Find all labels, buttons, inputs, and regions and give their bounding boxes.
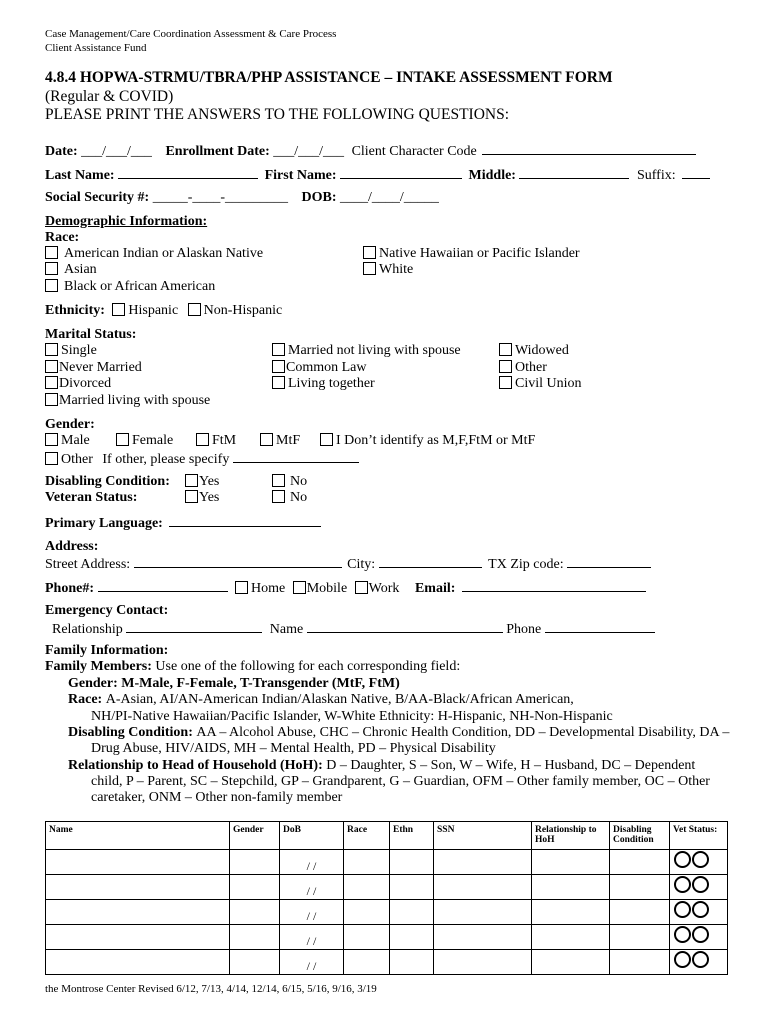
checkbox[interactable] bbox=[196, 433, 209, 446]
cell-ethn[interactable] bbox=[390, 900, 434, 925]
checkbox[interactable] bbox=[45, 393, 58, 406]
vet-yes-circle[interactable] bbox=[674, 901, 691, 918]
checkbox[interactable] bbox=[45, 376, 58, 389]
disabling-no[interactable]: No bbox=[272, 474, 307, 490]
marital-single[interactable]: Single bbox=[45, 343, 97, 359]
checkbox[interactable] bbox=[185, 474, 198, 487]
ethnicity-hispanic-label: Hispanic bbox=[128, 303, 179, 318]
checkbox[interactable] bbox=[260, 433, 273, 446]
demographic-heading: Demographic Information: bbox=[45, 214, 208, 229]
checkbox[interactable] bbox=[116, 433, 129, 446]
phone-home-label: Home bbox=[251, 581, 286, 596]
cell-ssn[interactable] bbox=[434, 850, 532, 875]
cell-dob[interactable]: / / bbox=[280, 850, 344, 875]
cell-dob[interactable]: / / bbox=[280, 925, 344, 950]
header-line-2: Client Assistance Fund bbox=[45, 42, 147, 54]
checkbox[interactable] bbox=[272, 360, 285, 373]
race-option-2[interactable]: Asian bbox=[45, 262, 97, 278]
language-field[interactable] bbox=[169, 514, 321, 527]
table-row bbox=[46, 850, 728, 875]
gender-specify-label: If other, please specify bbox=[102, 452, 230, 467]
vet-yes-circle[interactable] bbox=[674, 851, 691, 868]
col-header-vet: Vet Status: bbox=[670, 822, 728, 850]
form-title: 4.8.4 HOPWA-STRMU/TBRA/PHP ASSISTANCE – INTAKE ASSESSMENT FORM bbox=[45, 69, 613, 86]
cell-race[interactable] bbox=[344, 900, 390, 925]
zip-field[interactable] bbox=[567, 555, 651, 568]
checkbox[interactable] bbox=[272, 376, 285, 389]
cell-name[interactable] bbox=[46, 850, 230, 875]
vet-yes-circle[interactable] bbox=[674, 926, 691, 943]
cell-dob[interactable]: / / bbox=[280, 950, 344, 975]
cell-name[interactable] bbox=[46, 925, 230, 950]
first-name-label: First Name: bbox=[264, 168, 337, 183]
address-row bbox=[45, 555, 651, 573]
family-gender-line: Gender: M-Male, F-Female, T-Transgender (MtF, FtM) bbox=[68, 676, 400, 691]
gender-female[interactable]: Female bbox=[116, 433, 173, 449]
dob-label: DOB: bbox=[301, 190, 337, 205]
client-code-field[interactable] bbox=[482, 142, 696, 155]
cell-relationship[interactable] bbox=[532, 850, 610, 875]
ethnicity-nonhispanic-label: Non-Hispanic bbox=[203, 303, 283, 318]
cell-disabling[interactable] bbox=[610, 850, 670, 875]
last-name-label: Last Name: bbox=[45, 168, 115, 183]
emergency-row bbox=[52, 620, 655, 638]
phone-home-checkbox[interactable] bbox=[235, 581, 248, 594]
col-header-ssn: SSN bbox=[434, 822, 532, 850]
col-header-ethn: Ethn bbox=[390, 822, 434, 850]
marital-common-law[interactable]: Common Law bbox=[272, 360, 367, 376]
marital-divorced[interactable]: Divorced bbox=[45, 376, 111, 392]
gender-not-identify[interactable]: I Don’t identify as M,F,FtM or MtF bbox=[320, 433, 535, 449]
family-members-table bbox=[45, 821, 728, 975]
race-option-5[interactable]: White bbox=[363, 262, 413, 278]
phone-row bbox=[45, 579, 646, 597]
phone-mobile-label: Mobile bbox=[306, 581, 348, 596]
checkbox[interactable] bbox=[363, 246, 376, 259]
race-option-3[interactable]: Black or African American bbox=[45, 279, 215, 295]
phone-label: Phone#: bbox=[45, 581, 94, 596]
address-heading: Address: bbox=[45, 539, 99, 554]
street-label: Street Address: bbox=[45, 557, 131, 572]
marital-other[interactable]: Other bbox=[499, 360, 547, 376]
family-hoh-line-3: caretaker, ONM – Other non-family member bbox=[91, 790, 343, 805]
vet-yes-circle[interactable] bbox=[674, 951, 691, 968]
checkbox[interactable] bbox=[272, 343, 285, 356]
race-option-4[interactable]: Native Hawaiian or Pacific Islander bbox=[363, 246, 580, 262]
marital-living-together[interactable]: Living together bbox=[272, 376, 375, 392]
cell-ssn[interactable] bbox=[434, 950, 532, 975]
footer-revision: the Montrose Center Revised 6/12, 7/13, 4/14, 12/14, 6/15, 5/16, 9/16, 3/19 bbox=[45, 983, 377, 995]
family-members-line: Family Members: Use one of the following for each corresponding field: bbox=[45, 659, 461, 674]
ssn-row bbox=[45, 190, 439, 206]
first-name-field[interactable] bbox=[340, 166, 462, 179]
cell-vet bbox=[670, 950, 728, 975]
family-disabling-line-1: Disabling Condition: AA – Alcohol Abuse, CHC – Chronic Health Condition, DD – Developmental Disability, DA – bbox=[68, 725, 730, 740]
col-header-dob: DoB bbox=[280, 822, 344, 850]
language-label: Primary Language: bbox=[45, 516, 163, 531]
cell-relationship[interactable] bbox=[532, 925, 610, 950]
cell-race[interactable] bbox=[344, 950, 390, 975]
ssn-field[interactable]: _____-____-_________ bbox=[152, 190, 289, 205]
checkbox[interactable] bbox=[185, 490, 198, 503]
cell-disabling[interactable] bbox=[610, 900, 670, 925]
gender-label: Gender: bbox=[45, 417, 95, 432]
table-row bbox=[46, 875, 728, 900]
table-header-row bbox=[46, 822, 728, 850]
email-field[interactable] bbox=[462, 579, 646, 592]
cell-race[interactable] bbox=[344, 850, 390, 875]
cell-ssn[interactable] bbox=[434, 875, 532, 900]
cell-ssn[interactable] bbox=[434, 900, 532, 925]
suffix-label: Suffix: bbox=[636, 168, 676, 183]
enrollment-date-field[interactable]: ___/___/___ bbox=[273, 144, 345, 159]
family-hoh-line-1: Relationship to Head of Household (HoH): D – Daughter, S – Son, W – Wife, H – Husband, DC – Dependent bbox=[68, 758, 696, 773]
veteran-yes[interactable]: Yes bbox=[185, 490, 219, 506]
marital-label: Marital Status: bbox=[45, 327, 137, 342]
cell-relationship[interactable] bbox=[532, 950, 610, 975]
phone-work-label: Work bbox=[368, 581, 400, 596]
date-label: Date: bbox=[45, 144, 78, 159]
cell-dob[interactable]: / / bbox=[280, 900, 344, 925]
language-row bbox=[45, 514, 321, 532]
emergency-name-label: Name bbox=[269, 622, 304, 637]
cell-name[interactable] bbox=[46, 950, 230, 975]
ethnicity-row bbox=[45, 303, 282, 319]
checkbox[interactable] bbox=[499, 343, 512, 356]
cell-ssn[interactable] bbox=[434, 925, 532, 950]
cell-ethn[interactable] bbox=[390, 950, 434, 975]
marital-civil-union[interactable]: Civil Union bbox=[499, 376, 582, 392]
vet-no-circle[interactable] bbox=[692, 876, 709, 893]
gender-other-row bbox=[45, 450, 359, 468]
suffix-field[interactable] bbox=[682, 166, 710, 179]
cell-race[interactable] bbox=[344, 925, 390, 950]
family-disabling-line-2: Drug Abuse, HIV/AIDS, MH – Mental Health, PD – Physical Disability bbox=[91, 741, 496, 756]
col-header-disabling: Disabling Condition bbox=[610, 822, 670, 850]
family-race-line-1: Race: A-Asian, AI/AN-American Indian/Alaskan Native, B/AA-Black/African American, bbox=[68, 692, 574, 707]
veteran-label: Veteran Status: bbox=[45, 490, 138, 505]
table-row bbox=[46, 925, 728, 950]
emergency-name-field[interactable] bbox=[307, 620, 503, 633]
vet-yes-circle[interactable] bbox=[674, 876, 691, 893]
phone-mobile-checkbox[interactable] bbox=[293, 581, 306, 594]
marital-married-living[interactable]: Married living with spouse bbox=[45, 393, 210, 409]
street-field[interactable] bbox=[134, 555, 342, 568]
disabling-label: Disabling Condition: bbox=[45, 474, 170, 489]
cell-dob[interactable]: / / bbox=[280, 875, 344, 900]
cell-gender[interactable] bbox=[230, 950, 280, 975]
form-subtitle: (Regular & COVID) bbox=[45, 88, 174, 105]
disabling-yes[interactable]: Yes bbox=[185, 474, 219, 490]
emergency-phone-label: Phone bbox=[506, 622, 542, 637]
vet-no-circle[interactable] bbox=[692, 851, 709, 868]
client-code-label: Client Character Code bbox=[351, 144, 477, 159]
table-row bbox=[46, 950, 728, 975]
gender-mtf[interactable]: MtF bbox=[260, 433, 300, 449]
email-label: Email: bbox=[414, 581, 456, 596]
family-hoh-line-2: child, P – Parent, SC – Stepchild, GP – Grandparent, G – Guardian, OFM – Other family member, OC – Other bbox=[91, 774, 710, 789]
vet-no-circle[interactable] bbox=[692, 926, 709, 943]
checkbox[interactable] bbox=[45, 279, 58, 292]
ssn-label: Social Security #: bbox=[45, 190, 150, 205]
family-heading: Family Information: bbox=[45, 643, 169, 658]
gender-other-checkbox[interactable] bbox=[45, 452, 58, 465]
gender-ftm[interactable]: FtM bbox=[196, 433, 236, 449]
marital-never-married[interactable]: Never Married bbox=[45, 360, 142, 376]
name-row bbox=[45, 166, 710, 184]
checkbox[interactable] bbox=[499, 360, 512, 373]
cell-name[interactable] bbox=[46, 900, 230, 925]
cell-disabling[interactable] bbox=[610, 925, 670, 950]
phone-field[interactable] bbox=[98, 579, 228, 592]
family-race-line-2: NH/PI-Native Hawaiian/Pacific Islander, W-White Ethnicity: H-Hispanic, NH-Non-Hispanic bbox=[91, 709, 613, 724]
col-header-name: Name bbox=[46, 822, 230, 850]
cell-disabling[interactable] bbox=[610, 875, 670, 900]
col-header-relationship: Relationship to HoH bbox=[532, 822, 610, 850]
checkbox[interactable] bbox=[45, 343, 58, 356]
cell-vet bbox=[670, 850, 728, 875]
checkbox[interactable] bbox=[272, 490, 285, 503]
middle-field[interactable] bbox=[519, 166, 629, 179]
checkbox[interactable] bbox=[272, 474, 285, 487]
cell-disabling[interactable] bbox=[610, 950, 670, 975]
cell-relationship[interactable] bbox=[532, 875, 610, 900]
checkbox[interactable] bbox=[45, 246, 58, 259]
cell-relationship[interactable] bbox=[532, 900, 610, 925]
table-row bbox=[46, 900, 728, 925]
date-field[interactable]: ___/___/___ bbox=[81, 144, 152, 159]
header-line-1: Case Management/Care Coordination Assessment & Care Process bbox=[45, 28, 337, 40]
gender-specify-field[interactable] bbox=[233, 450, 359, 463]
marital-widowed[interactable]: Widowed bbox=[499, 343, 569, 359]
checkbox[interactable] bbox=[363, 262, 376, 275]
ethnicity-nonhispanic-checkbox[interactable] bbox=[188, 303, 201, 316]
checkbox[interactable] bbox=[45, 262, 58, 275]
cell-ethn[interactable] bbox=[390, 925, 434, 950]
cell-race[interactable] bbox=[344, 875, 390, 900]
checkbox[interactable] bbox=[320, 433, 333, 446]
cell-gender[interactable] bbox=[230, 850, 280, 875]
race-label: Race: bbox=[45, 230, 80, 245]
checkbox[interactable] bbox=[45, 433, 58, 446]
vet-no-circle[interactable] bbox=[692, 901, 709, 918]
date-row bbox=[45, 142, 696, 160]
last-name-field[interactable] bbox=[118, 166, 258, 179]
checkbox[interactable] bbox=[45, 360, 58, 373]
state-zip-label: TX Zip code: bbox=[488, 557, 564, 572]
form-instruction: PLEASE PRINT THE ANSWERS TO THE FOLLOWING QUESTIONS: bbox=[45, 106, 510, 123]
cell-vet bbox=[670, 925, 728, 950]
cell-gender[interactable] bbox=[230, 875, 280, 900]
gender-other-label: Other bbox=[61, 452, 93, 467]
enrollment-date-label: Enrollment Date: bbox=[165, 144, 270, 159]
emergency-relationship-label: Relationship bbox=[52, 622, 123, 637]
emergency-relationship-field[interactable] bbox=[126, 620, 262, 633]
middle-label: Middle: bbox=[468, 168, 516, 183]
col-header-race: Race bbox=[344, 822, 390, 850]
cell-gender[interactable] bbox=[230, 925, 280, 950]
dob-field[interactable]: ____/____/_____ bbox=[340, 190, 439, 205]
emergency-heading: Emergency Contact: bbox=[45, 603, 169, 618]
col-header-gender: Gender bbox=[230, 822, 280, 850]
race-option-1[interactable]: American Indian or Alaskan Native bbox=[45, 246, 263, 262]
cell-ethn[interactable] bbox=[390, 850, 434, 875]
marital-married-not-living[interactable]: Married not living with spouse bbox=[272, 343, 461, 359]
cell-vet bbox=[670, 875, 728, 900]
gender-male[interactable]: Male bbox=[45, 433, 90, 449]
cell-gender[interactable] bbox=[230, 900, 280, 925]
checkbox[interactable] bbox=[499, 376, 512, 389]
cell-vet bbox=[670, 900, 728, 925]
emergency-phone-field[interactable] bbox=[545, 620, 655, 633]
cell-ethn[interactable] bbox=[390, 875, 434, 900]
cell-name[interactable] bbox=[46, 875, 230, 900]
ethnicity-label: Ethnicity: bbox=[45, 303, 105, 318]
city-label: City: bbox=[347, 557, 376, 572]
veteran-no[interactable]: No bbox=[272, 490, 307, 506]
city-field[interactable] bbox=[379, 555, 482, 568]
phone-work-checkbox[interactable] bbox=[355, 581, 368, 594]
vet-no-circle[interactable] bbox=[692, 951, 709, 968]
ethnicity-hispanic-checkbox[interactable] bbox=[112, 303, 125, 316]
